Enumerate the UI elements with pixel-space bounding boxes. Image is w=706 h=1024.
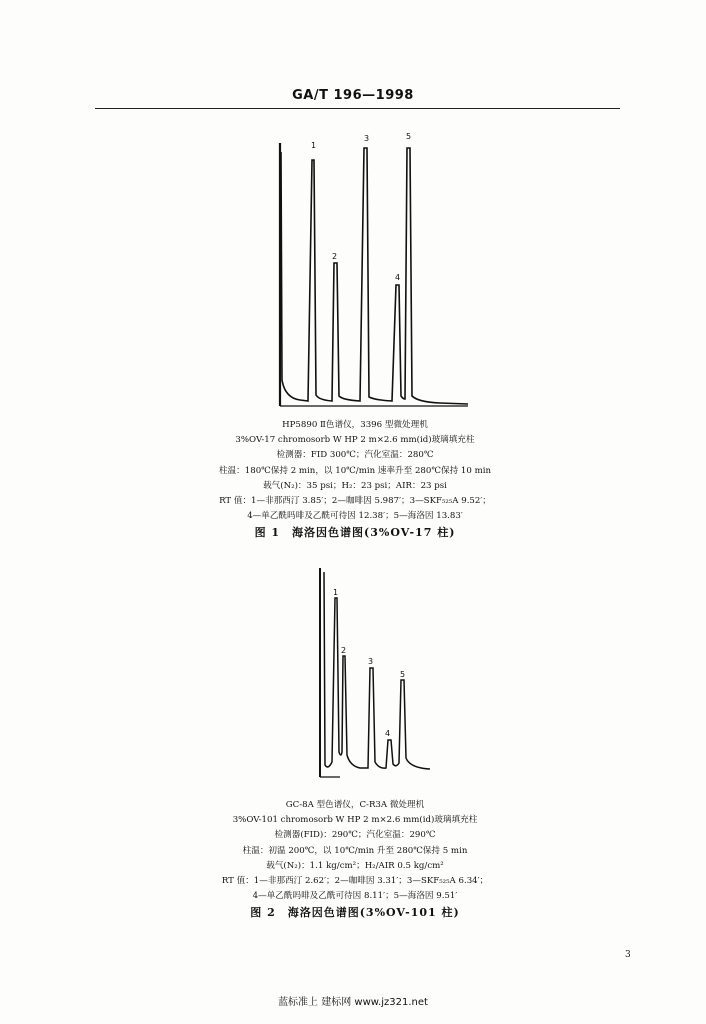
fig1-caption-column: 3%OV-17 chromosorb W HP 2 m×2.6 mm(id)玻璃填充柱 — [235, 435, 475, 446]
fig2-peak-label-4: 4 — [385, 729, 391, 738]
fig1-peak-label-1: 1 — [311, 141, 317, 150]
fig1-trace — [281, 148, 468, 404]
fig1-peak-label-2: 2 — [332, 252, 338, 261]
fig2-trace — [324, 572, 430, 769]
fig2-caption-rt-2: 4—单乙酰吗啡及乙酰可待因 8.11′；5—海洛因 9.51′ — [252, 891, 458, 902]
standard-code-header: GA/T 196—1998 — [292, 88, 414, 103]
fig1-caption-oven: 柱温：180℃保持 2 min，以 10℃/min 速率升至 280℃保持 10 min — [218, 465, 492, 476]
fig1-peak-label-4: 4 — [395, 273, 401, 282]
fig2-caption-column: 3%OV-101 chromosorb W HP 2 m×2.6 mm(id)玻璃填充柱 — [232, 815, 478, 826]
fig2-caption-carrier: 载气(N₂)：1.1 kg/cm²；H₂/AIR 0.5 kg/cm² — [266, 860, 444, 871]
footer-watermark: 蓝标准上 建标网 www.jz321.net — [278, 997, 428, 1008]
figure1-title: 图 1 海洛因色谱图(3%OV-17 柱) — [254, 526, 456, 540]
fig2-caption-detector: 检测器(FID)：290℃；汽化室温：290℃ — [274, 830, 436, 841]
fig2-peak-label-3: 3 — [368, 657, 374, 666]
figure2-title: 图 2 海洛因色谱图(3%OV-101 柱) — [250, 906, 460, 920]
fig1-caption-carrier: 载气(N₂)：35 psi；H₂：23 psi；AIR：23 psi — [263, 480, 447, 491]
figure2-caption — [60, 798, 650, 921]
fig1-peak-label-3: 3 — [364, 134, 370, 143]
fig2-caption-rt-1: RT 值：1—非那西汀 2.62′；2—咖啡因 3.31′；3—SKF₅₂₅A 6.34′； — [221, 876, 489, 887]
fig1-peak-label-5: 5 — [406, 132, 412, 141]
fig1-caption-detector: 检测器：FID 300℃；汽化室温：280℃ — [276, 450, 434, 461]
page-number: 3 — [625, 950, 631, 960]
fig2-peak-label-5: 5 — [400, 670, 406, 679]
fig2-caption-instrument: GC-8A 型色谱仪，C-R3A 微处理机 — [285, 800, 425, 810]
fig2-peak-label-2: 2 — [341, 646, 347, 655]
fig2-peak-label-1: 1 — [333, 588, 339, 597]
fig2-caption-oven: 柱温：初温 200℃，以 10℃/min 升至 280℃保持 5 min — [242, 845, 468, 856]
fig1-caption-rt-2: 4—单乙酰吗啡及乙酰可待因 12.38′；5—海洛因 13.83′ — [247, 511, 463, 522]
fig1-caption-instrument: HP5890 Ⅱ色谱仪，3396 型微处理机 — [282, 420, 428, 430]
figure1-caption — [60, 418, 650, 541]
fig1-caption-rt-1: RT 值：1—非那西汀 3.85′；2—咖啡因 5.987′；3—SKF₅₂₅A 9.52′； — [219, 496, 491, 507]
